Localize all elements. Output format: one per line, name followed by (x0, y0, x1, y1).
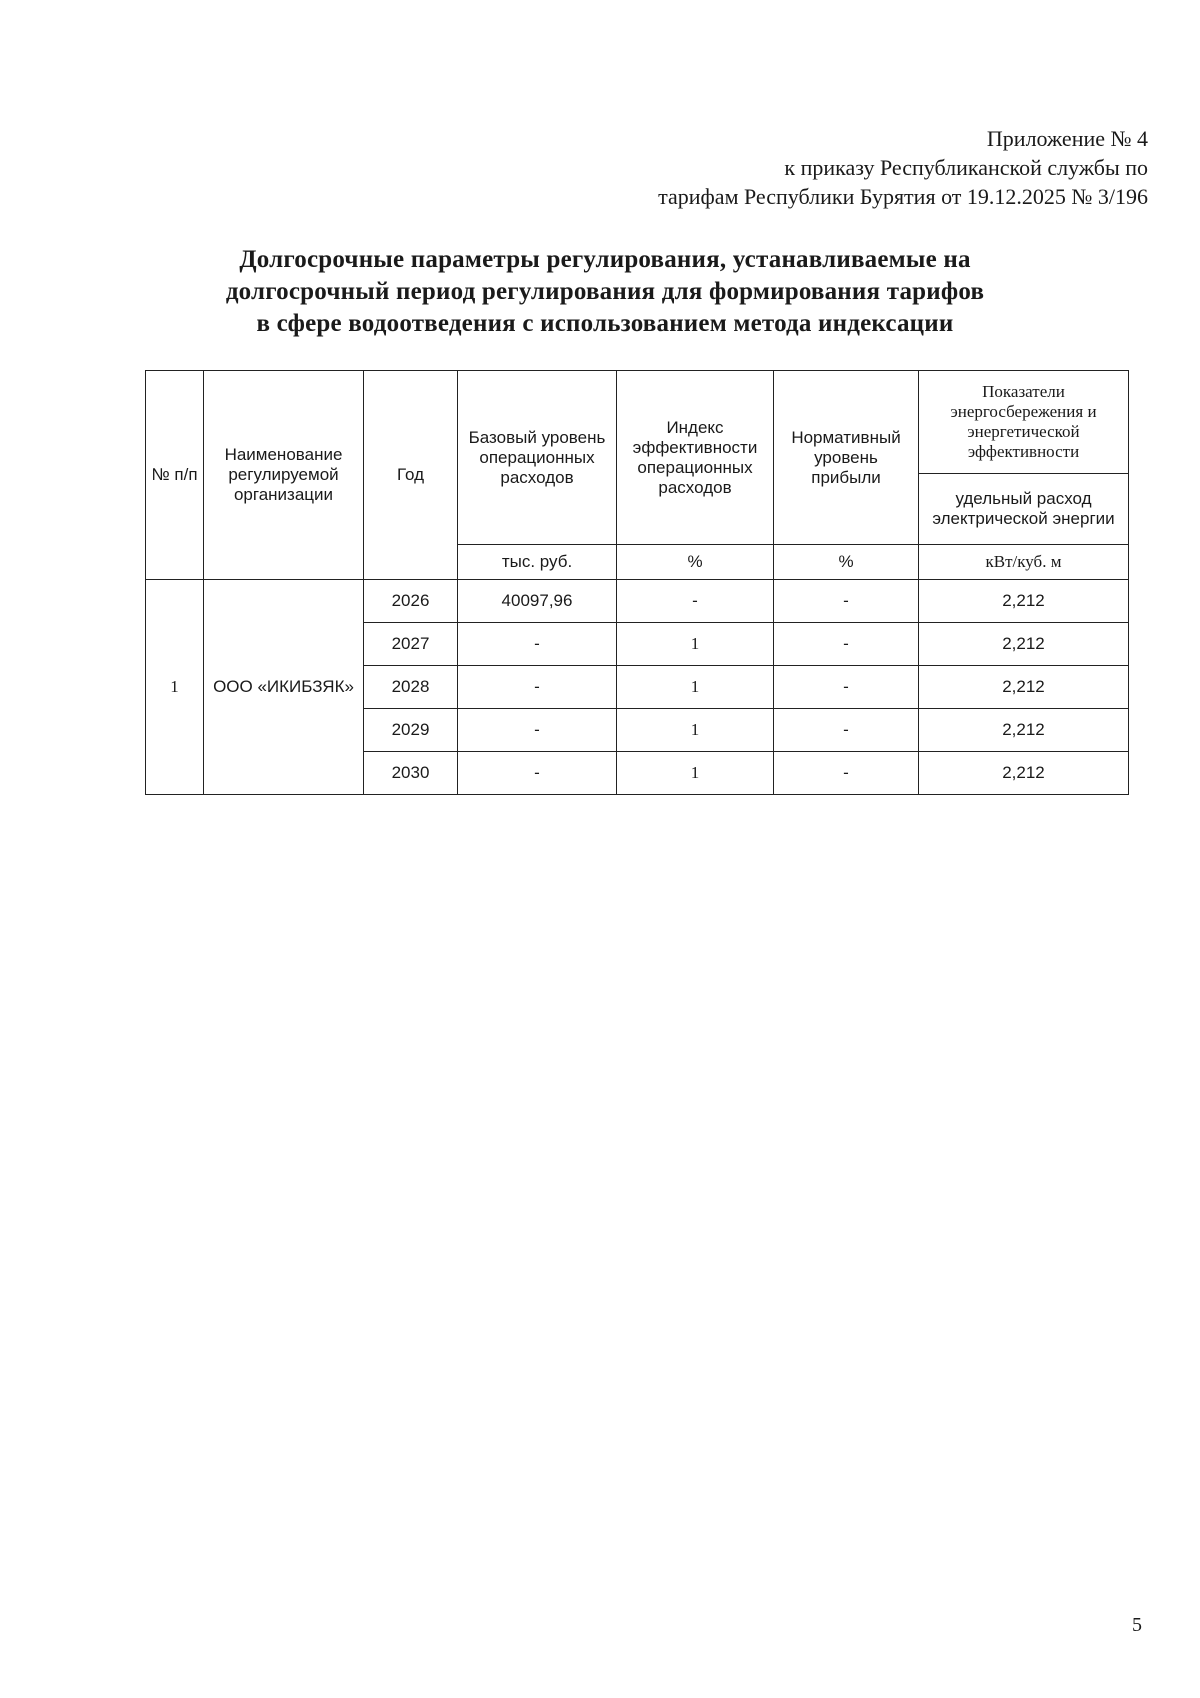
cell-base-opex: - (458, 623, 617, 666)
header-energy-consumption: удельный расход электрической энергии (919, 474, 1129, 545)
unit-energy: кВт/куб. м (919, 545, 1129, 580)
row-number: 1 (146, 580, 204, 795)
title-line-2: долгосрочный период регулирования для формирования тарифов (225, 278, 985, 305)
table-row (146, 580, 1129, 623)
header-base-opex: Базовый уровень операционных расходов (458, 371, 617, 545)
cell-energy: 2,212 (919, 752, 1129, 795)
appendix-label: Приложение № 4 (986, 126, 1148, 151)
cell-year: 2029 (364, 709, 458, 752)
cell-year: 2030 (364, 752, 458, 795)
cell-profit-level: - (774, 752, 919, 795)
cell-base-opex: - (458, 709, 617, 752)
cell-efficiency-index: 1 (617, 666, 774, 709)
cell-efficiency-index: - (617, 580, 774, 623)
unit-profit-level: % (774, 545, 919, 580)
cell-profit-level: - (774, 666, 919, 709)
header-profit-level: Нормативный уровень прибыли (774, 371, 919, 545)
header-energy-group: Показатели энергосбережения и энергетической эффективности (919, 371, 1129, 474)
header-organization: Наименование регулируемой организации (204, 371, 364, 580)
document-title (140, 244, 1070, 340)
regulation-parameters-table (145, 370, 1129, 795)
header-year: Год (364, 371, 458, 580)
cell-year: 2028 (364, 666, 458, 709)
page-number: 5 (1132, 1614, 1142, 1636)
cell-base-opex: - (458, 666, 617, 709)
header-efficiency-index: Индекс эффективности операционных расходов (617, 371, 774, 545)
cell-efficiency-index: 1 (617, 752, 774, 795)
cell-year: 2027 (364, 623, 458, 666)
cell-profit-level: - (774, 709, 919, 752)
title-line-3: в сфере водоотведения с использованием метода индексации (256, 310, 954, 337)
header-num: № п/п (146, 371, 204, 580)
cell-year: 2026 (364, 580, 458, 623)
cell-efficiency-index: 1 (617, 623, 774, 666)
cell-energy: 2,212 (919, 666, 1129, 709)
cell-efficiency-index: 1 (617, 709, 774, 752)
cell-profit-level: - (774, 623, 919, 666)
title-line-1: Долгосрочные параметры регулирования, устанавливаемые на (239, 246, 971, 273)
cell-profit-level: - (774, 580, 919, 623)
cell-base-opex: 40097,96 (458, 580, 617, 623)
order-reference-line: к приказу Республиканской службы по (784, 155, 1148, 180)
unit-base-opex: тыс. руб. (458, 545, 617, 580)
cell-energy: 2,212 (919, 709, 1129, 752)
cell-energy: 2,212 (919, 580, 1129, 623)
cell-energy: 2,212 (919, 623, 1129, 666)
unit-efficiency-index: % (617, 545, 774, 580)
table-header-row (146, 371, 1129, 474)
cell-base-opex: - (458, 752, 617, 795)
order-date-number: тарифам Республики Бурятия от 19.12.2025 № 3/196 (658, 184, 1148, 209)
organization-name: ООО «ИКИБЗЯК» (204, 580, 364, 795)
document-header (448, 124, 1148, 211)
